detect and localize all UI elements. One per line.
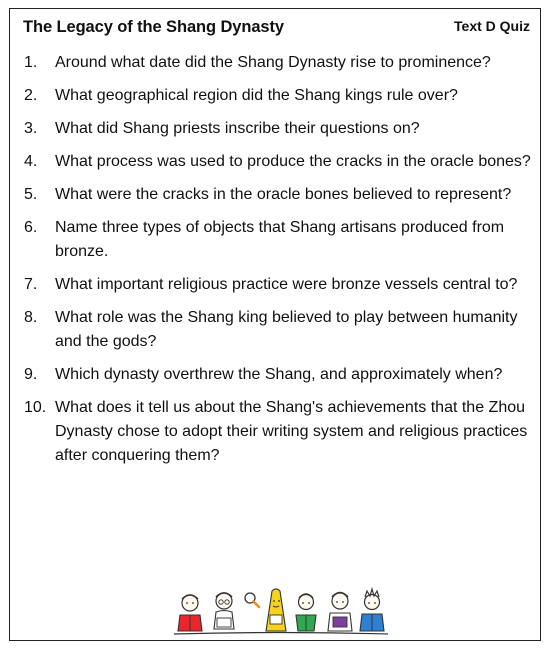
question-item xyxy=(20,84,532,108)
question-text: What did Shang priests inscribe their questions on? xyxy=(55,120,420,137)
worksheet-frame xyxy=(9,8,541,641)
reading-children-icon xyxy=(170,585,392,637)
question-item xyxy=(20,273,532,297)
question-item xyxy=(20,117,532,141)
question-item xyxy=(20,150,532,174)
quiz-tag: Text D Quiz xyxy=(454,18,530,34)
question-number: 4. xyxy=(24,153,38,170)
question-text: What role was the Shang king believed to play between humanity and the gods? xyxy=(55,309,518,350)
question-text: What does it tell us about the Shang's achievements that the Zhou Dynasty chose to adopt their writing system and religious practices after conquering them? xyxy=(55,399,528,464)
question-text: What were the cracks in the oracle bones believed to represent? xyxy=(55,186,512,203)
question-item xyxy=(20,51,532,75)
question-item xyxy=(20,363,532,387)
child-figure xyxy=(266,589,286,631)
question-number: 1. xyxy=(24,54,38,71)
question-item xyxy=(20,306,532,354)
question-number: 2. xyxy=(24,87,38,104)
child-figure xyxy=(178,595,202,631)
question-number: 6. xyxy=(24,219,38,236)
question-item xyxy=(20,183,532,207)
child-figure xyxy=(296,594,316,631)
question-text: What process was used to produce the cracks in the oracle bones? xyxy=(55,153,531,170)
magnifier-icon xyxy=(245,593,259,607)
worksheet-title: The Legacy of the Shang Dynasty xyxy=(23,18,284,36)
question-text: Which dynasty overthrew the Shang, and approximately when? xyxy=(55,366,503,383)
question-text: What geographical region did the Shang kings rule over? xyxy=(55,87,458,104)
question-number: 5. xyxy=(24,186,38,203)
question-number: 8. xyxy=(24,309,38,326)
question-text: What important religious practice were bronze vessels central to? xyxy=(55,276,518,293)
question-number: 7. xyxy=(24,276,38,293)
question-text: Name three types of objects that Shang artisans produced from bronze. xyxy=(55,219,505,260)
child-figure xyxy=(328,593,352,632)
question-item xyxy=(20,216,532,264)
question-number: 9. xyxy=(24,366,38,383)
question-text: Around what date did the Shang Dynasty rise to prominence? xyxy=(55,54,491,71)
child-figure xyxy=(360,589,384,631)
question-number: 10. xyxy=(24,399,47,416)
question-number: 3. xyxy=(24,120,38,137)
question-item xyxy=(20,396,532,468)
question-list xyxy=(20,51,532,477)
child-figure xyxy=(214,593,234,629)
